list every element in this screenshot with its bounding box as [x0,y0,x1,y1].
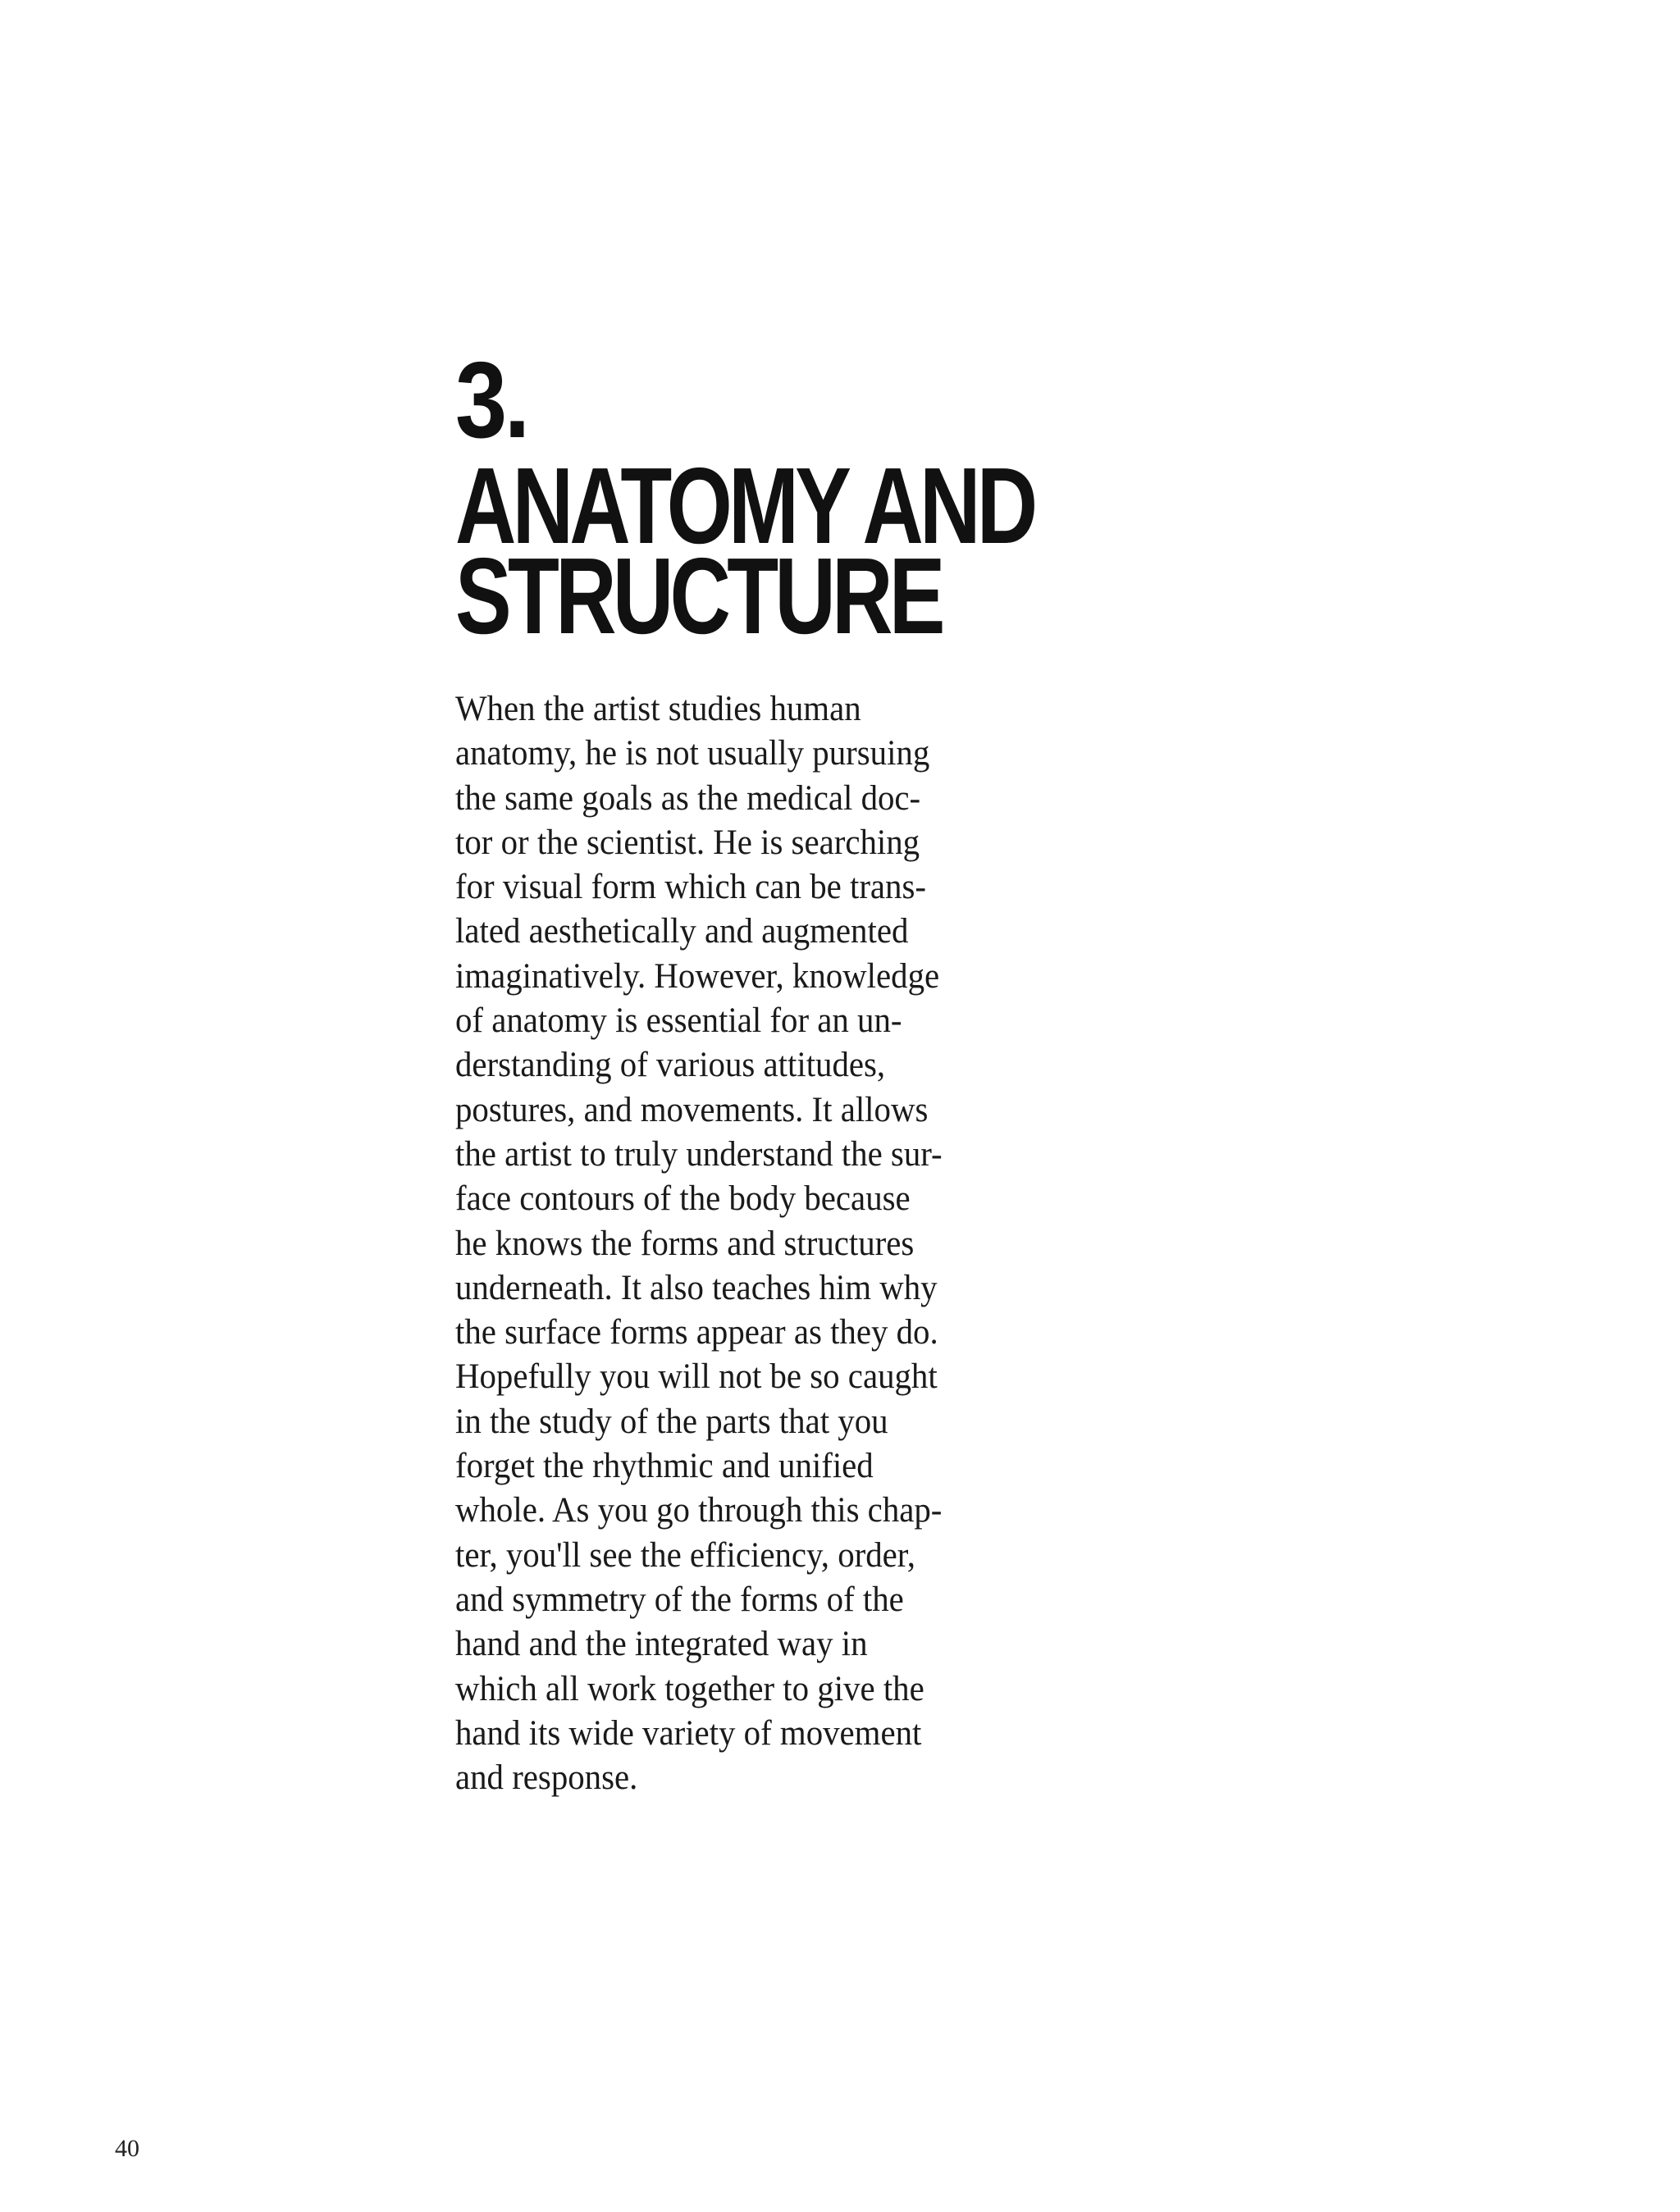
chapter-intro-paragraph: When the artist studies human anatomy, he is not usually pursuing the same goals as the medical doc- tor or the scientist. He is searching for visual form which can be trans- lated aesthetically and augmented imaginatively. However, knowledge of anatomy is essential for an un- derstanding of various attitudes, postures, and movements. It allows the artist to truly understand the sur- face contours of the body because he knows the forms and structures underneath. It also teaches him why the surface forms appear as they do. Hopefully you will not be so caught in the study of the parts that you forget the rhythmic and unified whole. As you go through this chap- ter, you'll see the efficiency, order, and symmetry of the forms of the hand and the integrated way in which all work together to give the hand its wide variety of movement and response. [455,690,943,1798]
chapter-number: 3. [455,340,527,460]
chapter-title [455,445,1034,656]
chapter-title-line-1: ANATOMY AND [455,445,1034,566]
page-number: 40 [115,2135,139,2162]
chapter-title-line-2: STRUCTURE [455,536,942,656]
